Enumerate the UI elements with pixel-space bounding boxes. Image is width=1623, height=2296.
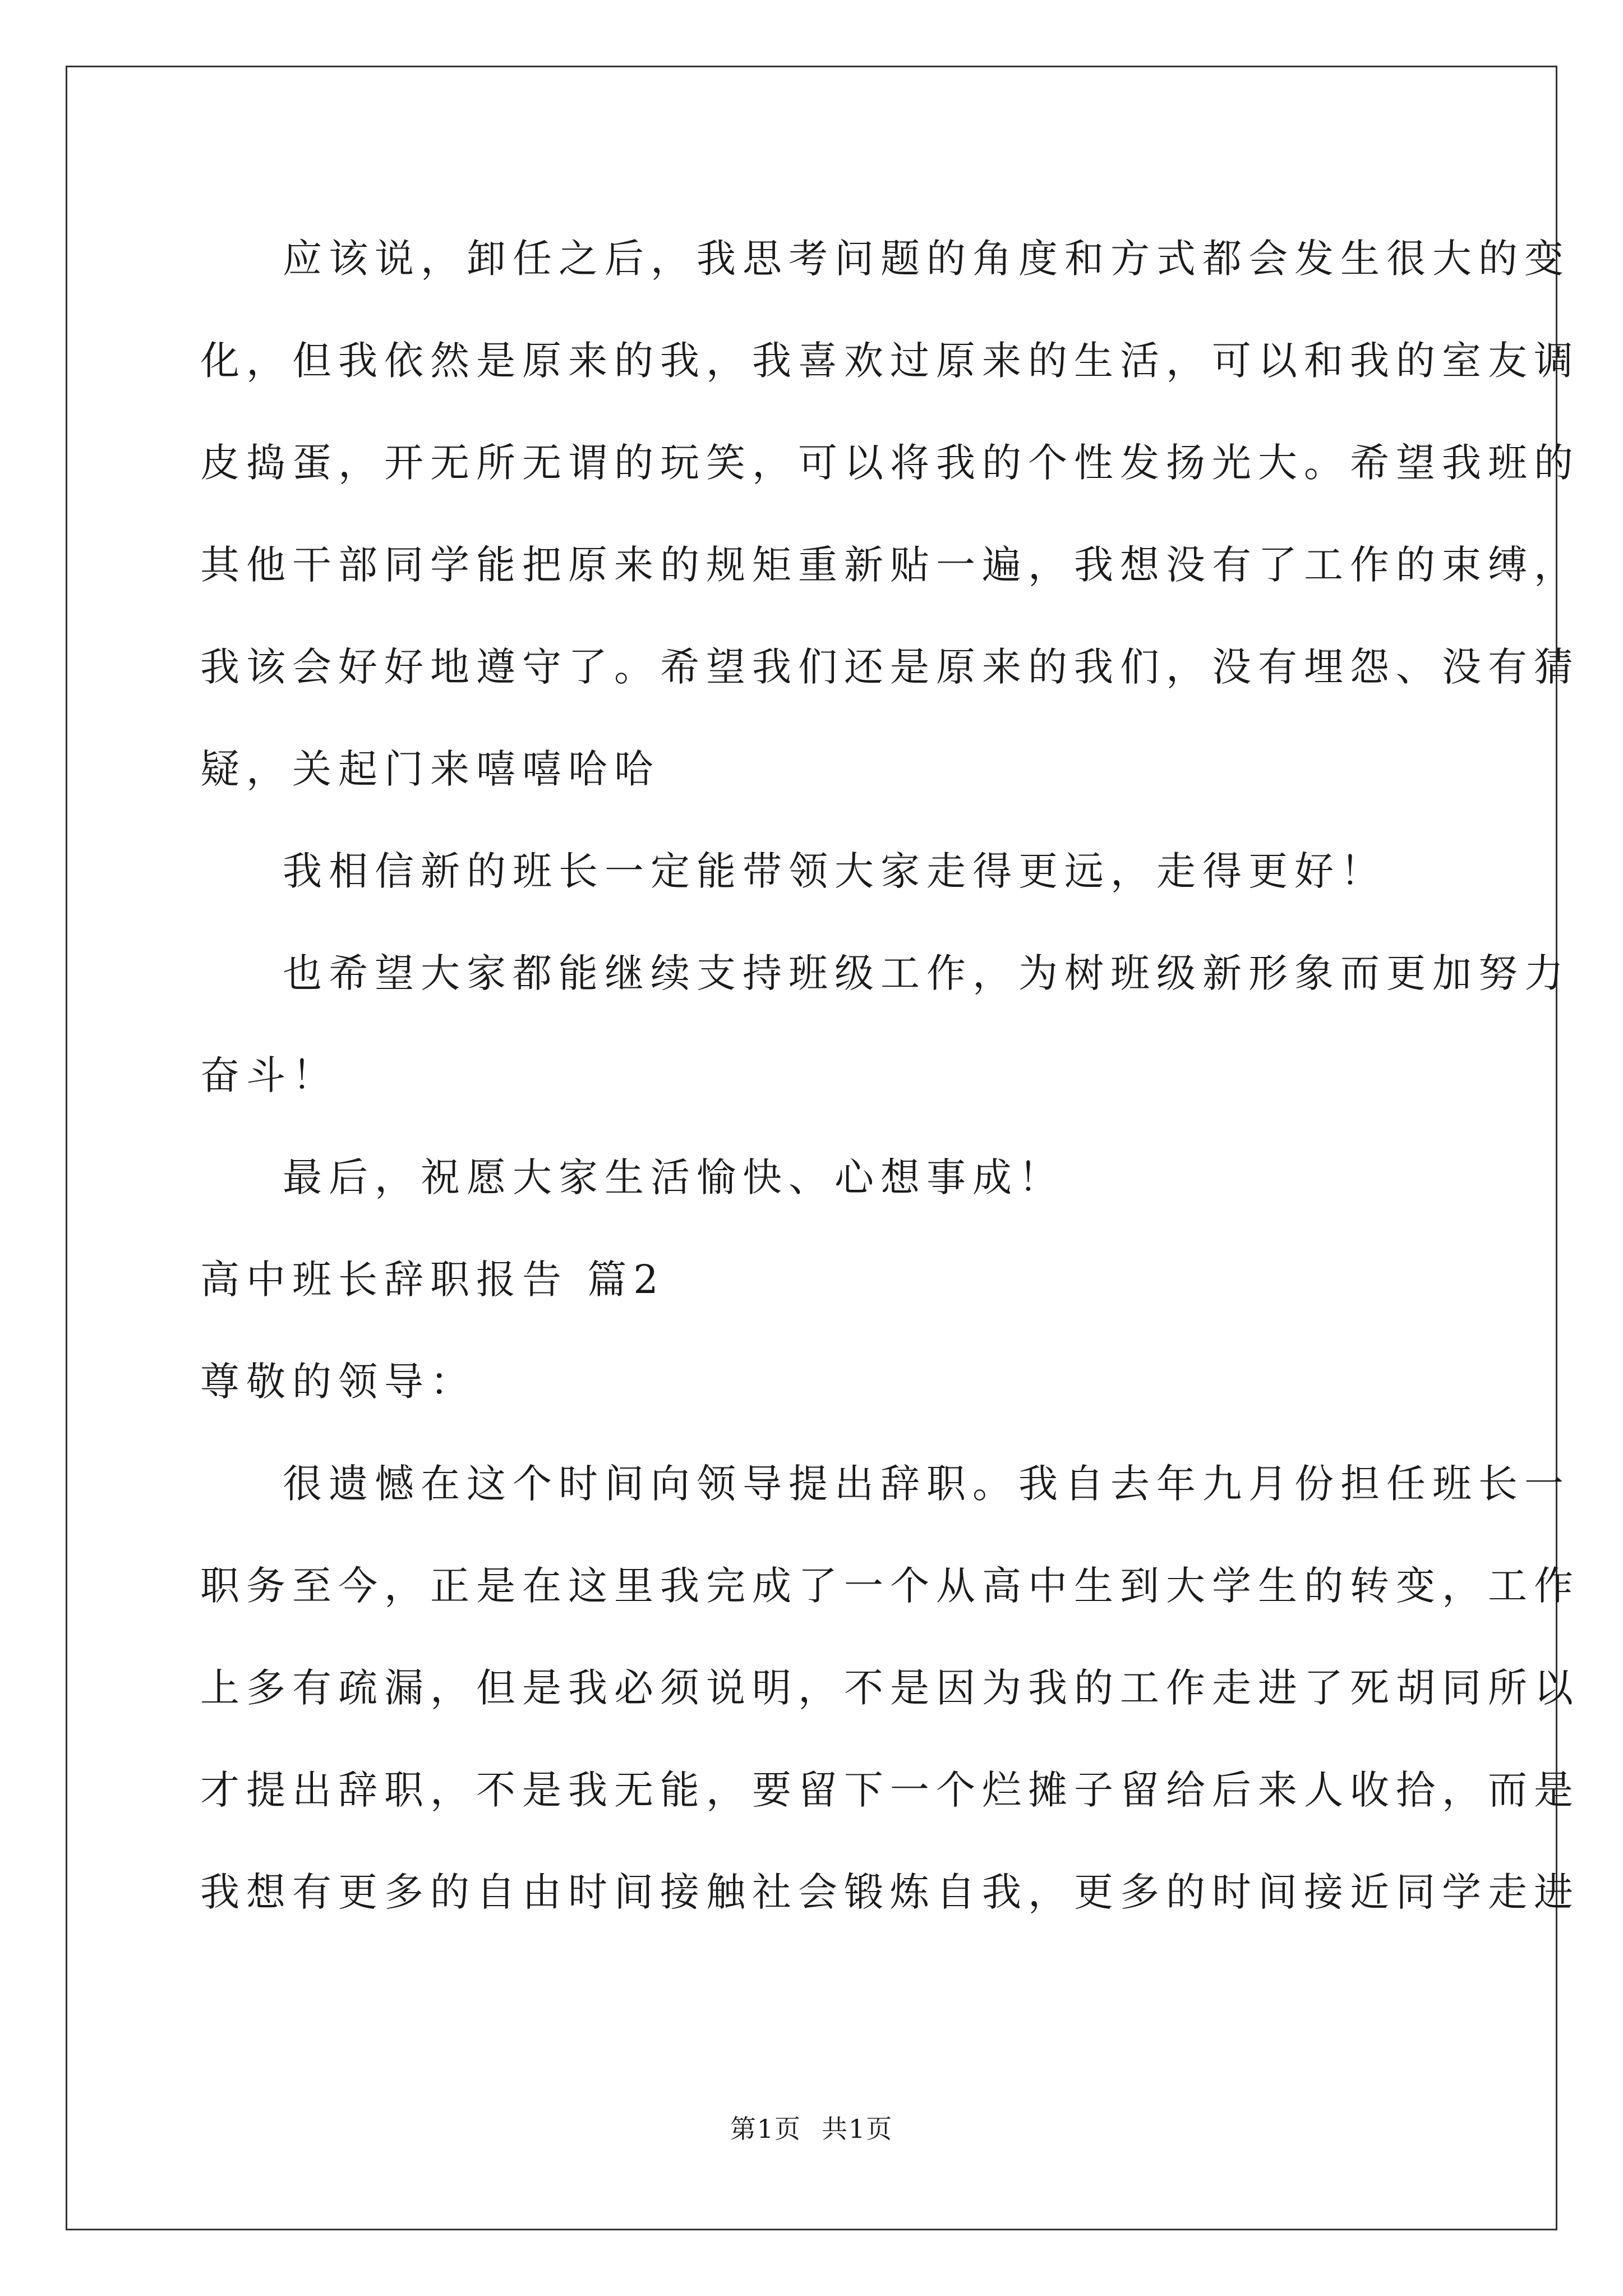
paragraph-line: 疑，关起门来嘻嘻哈哈 [200,746,660,792]
page-footer [0,2112,1623,2146]
paragraph-line: 皮捣蛋，开无所无谓的玩笑，可以将我的个性发扬光大。希望我班的 [200,440,1580,486]
paragraph-line: 化，但我依然是原来的我，我喜欢过原来的生活，可以和我的室友调 [200,338,1580,384]
paragraph-line: 其他干部同学能把原来的规矩重新贴一遍，我想没有了工作的束缚， [200,542,1580,588]
paragraph-line: 奋斗！ [200,1052,338,1098]
paragraph-line: 应该说，卸任之后，我思考问题的角度和方式都会发生很大的变 [283,236,1570,282]
document-body [200,208,1580,1943]
salutation: 尊敬的领导： [200,1359,476,1405]
paragraph-line: 我想有更多的自由时间接触社会锻炼自我，更多的时间接近同学走进 [200,1869,1580,1915]
section-heading: 高中班长辞职报告 篇2 [200,1257,665,1303]
paragraph-line: 我相信新的班长一定能带领大家走得更远，走得更好！ [283,848,1386,894]
paragraph-line: 我该会好好地遵守了。希望我们还是原来的我们，没有埋怨、没有猜 [200,644,1580,690]
paragraph-line: 最后，祝愿大家生活愉快、心想事成！ [283,1154,1064,1200]
paragraph-line: 职务至今，正是在这里我完成了一个从高中生到大学生的转变，工作 [200,1563,1580,1609]
page-total: 共1页 [822,2114,893,2144]
paragraph-line: 也希望大家都能继续支持班级工作，为树班级新形象而更加努力 [283,950,1570,996]
paragraph-line: 上多有疏漏，但是我必须说明，不是因为我的工作走进了死胡同所以 [200,1665,1580,1711]
page-number: 第1页 [730,2114,801,2144]
paragraph-line: 很遗憾在这个时间向领导提出辞职。我自去年九月份担任班长一 [283,1461,1570,1507]
paragraph-line: 才提出辞职，不是我无能，要留下一个烂摊子留给后来人收拾，而是 [200,1767,1580,1813]
